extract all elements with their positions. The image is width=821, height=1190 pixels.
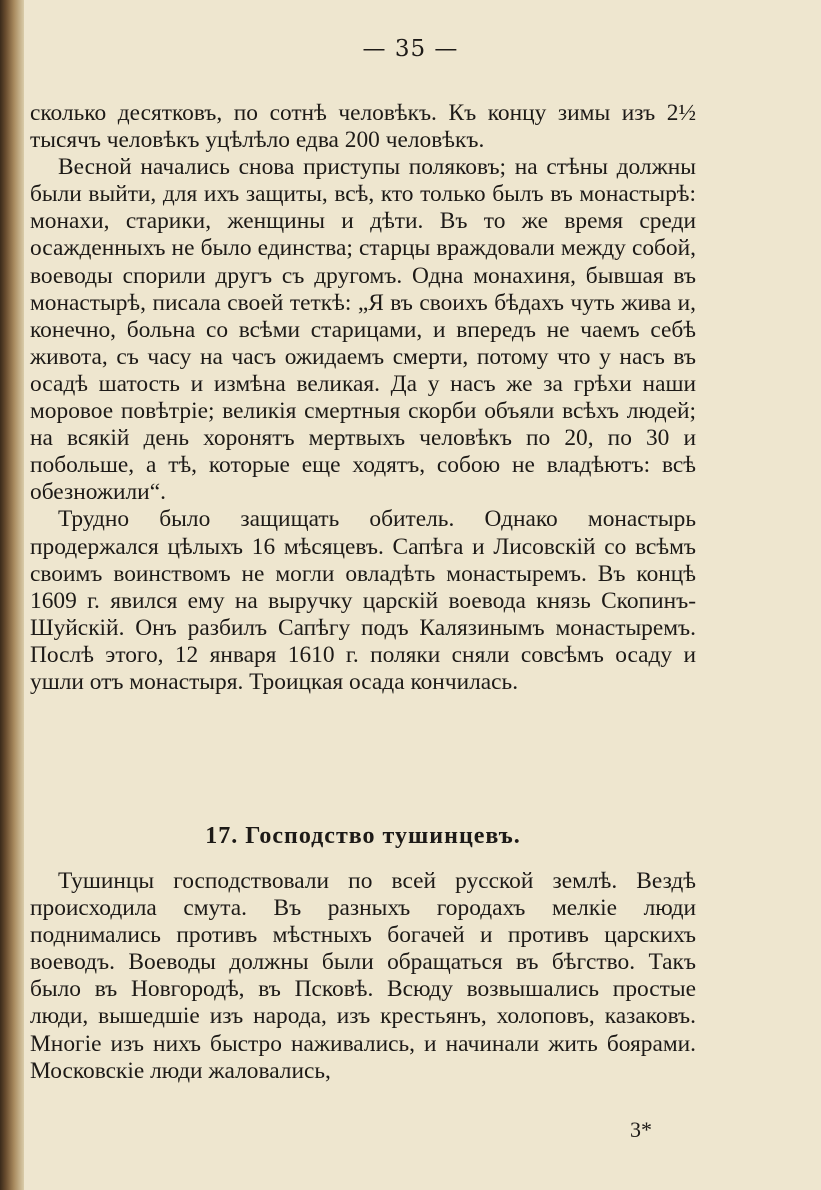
body-text-bottom [30,868,696,1085]
section-heading: 17. Господство тушинцевъ. [205,823,521,849]
page-number: — 35 — [362,36,459,62]
book-spine-shadow [0,0,24,1190]
signature-mark: 3* [630,1117,652,1142]
paragraph-3: Трудно было защищать обитель. Однако монастырь продержался цѣлыхъ 16 мѣсяцевъ. Сапѣга и Лисовскій со всѣмъ своимъ воинствомъ не могли овладѣть монастыремъ. Въ концѣ 1609 г. явился ему на выручку царскій воевода князь Скопинъ-Шуйскій. Онъ разбилъ Сапѣгу подъ Калязинымъ монастыремъ. Послѣ этого, 12 января 1610 г. поляки сняли совсѣмъ осаду и ушли отъ монастыря. Троицкая осада кончилась. [30,506,696,695]
body-text-top [30,100,696,696]
paragraph-4: Тушинцы господствовали по всей русской землѣ. Вездѣ происходила смута. Въ разныхъ городахъ мелкіе люди поднимались противъ мѣстныхъ богачей и противъ царскихъ воеводъ. Воеводы должны были обращаться въ бѣгство. Такъ было въ Новгородѣ, въ Псковѣ. Всюду возвышались простые люди, вышедшіе изъ народа, изъ крестьянъ, холоповъ, казаковъ. Многіе изъ нихъ быстро наживались, и начинали жить боярами. Московскіе люди жаловались, [30,868,696,1084]
paragraph-2: Весной начались снова приступы поляковъ; на стѣны должны были выйти, для ихъ защиты, всѣ, кто только былъ въ монастырѣ: монахи, старики, женщины и дѣти. Въ то же время среди осажденныхъ не было единства; старцы враждовали между собой, воеводы спорили другъ съ другомъ. Одна монахиня, бывшая въ монастырѣ, писала своей теткѣ: „Я въ своихъ бѣдахъ чуть жива и, конечно, больна со всѣми старицами, и впередъ не чаемъ себѣ живота, съ часу на часъ ожидаемъ смерти, потому что у насъ въ осадѣ шатость и измѣна великая. Да у насъ же за грѣхи наши моровое повѣтріе; великія смертныя скорби объяли всѣхъ людей; на всякій день хоронятъ мертвыхъ человѣкъ по 20, по 30 и побольше, а тѣ, которые еще ходятъ, собою не владѣютъ: всѣ обезножили“. [30,154,696,506]
paragraph-1: сколько десятковъ, по сотнѣ человѣкъ. Къ концу зимы изъ 2½ тысячъ человѣкъ уцѣлѣло едва 200 человѣкъ. [30,100,696,154]
